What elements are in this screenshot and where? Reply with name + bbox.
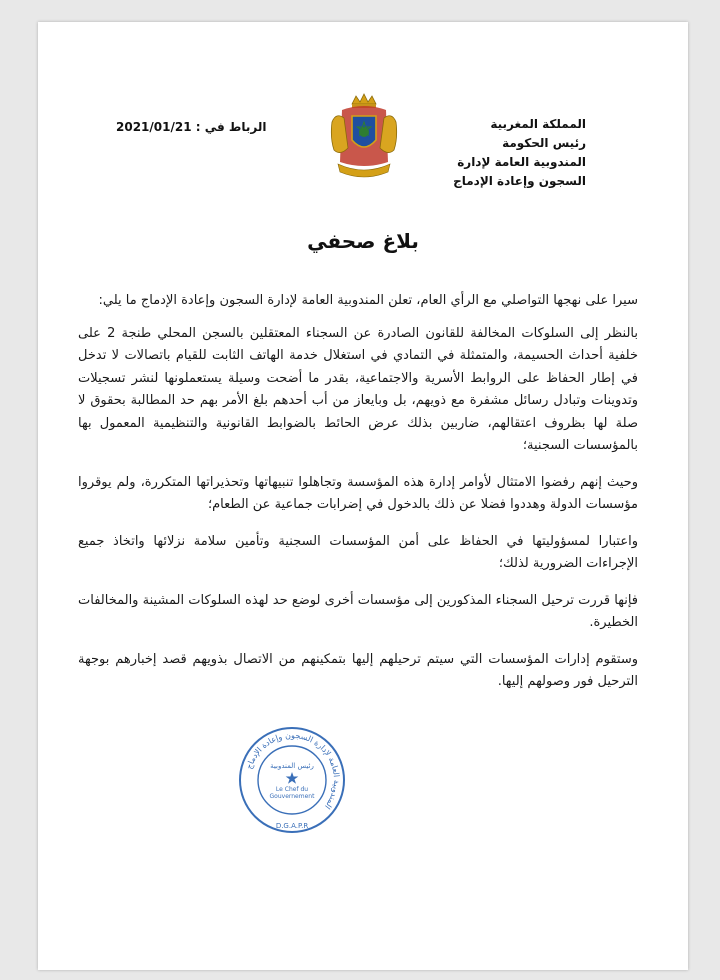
org-line-prisons: السجون وإعادة الإدماج bbox=[453, 174, 586, 188]
paragraph-intro: سيرا على نهجها التواصلي مع الرأي العام، تعلن المندوبية العامة لإدارة السجون وإعادة الإدماج ما يلي: bbox=[98, 293, 638, 308]
official-stamp-icon bbox=[236, 724, 348, 836]
stamp-bottom-acronym: D.G.A.P.R bbox=[275, 822, 309, 830]
paragraph-decision: فإنها قررت ترحيل السجناء المذكورين إلى مؤسسات أخرى لوضع حد لهذه السلوكات المشينة والمخالفات الخطيرة. bbox=[78, 592, 638, 630]
moroccan-coat-of-arms-icon bbox=[328, 92, 400, 178]
paragraph-family-contact: وستقوم إدارات المؤسسات التي سيتم ترحيلهم إليها بتمكينهم من الاتصال بذويهم قصد إخبارهم بوجهة الترحيل فور وصولهم إليها. bbox=[78, 651, 638, 689]
issuing-organization bbox=[386, 115, 586, 191]
stamp-center-french-2: Gouvernement bbox=[269, 793, 315, 800]
date-label: الرباط في : bbox=[195, 120, 267, 134]
stamp-center-french-1: Le Chef du bbox=[275, 786, 309, 793]
org-line-head-of-government: رئيس الحكومة bbox=[502, 136, 586, 150]
press-release-body bbox=[78, 290, 638, 708]
paragraph-considering: بالنظر إلى السلوكات المخالفة للقانون الصادرة عن السجناء المعتقلين بالسجن المحلي طنجة 2 على خلفية أحداث الحسيمة، والمتمثلة في التمادي في استغلال خدمة الهاتف الثابت للقيام باتصالات لا تدخل في إطار الحفاظ على الروابط الأسرية والاجتماعية، بقدر ما أضحت وسيلة يستعملونها لنشر تسجيلات وتدوينات وتبادل رسائل مشفرة مع ذويهم، بل وبايعاز من أب أحدهم بلغ الأمر بهم حد المطالبة بحقوق لا صلة لها بظروف اعتقالهم، ضاربين بذلك عرض الحائط بالضوابط القانونية والتنظيمية المعمول بها بالمؤسسات السجنية؛ bbox=[78, 325, 638, 453]
stamp-ring-text: المندوبية العامة لإدارة السجون وإعادة الإدماج bbox=[244, 730, 342, 811]
stamp-center-arabic: رئيس المندوبية bbox=[270, 762, 314, 770]
paragraph-refusal: وحيث إنهم رفضوا الامتثال لأوامر إدارة هذه المؤسسة وتجاهلوا تنبيهاتها وتحذيراتها المتكررة، ولم يوقروا مؤسسات الدولة وهددوا فضلا عن ذلك بالدخول في إضرابات جماعية عن الطعام؛ bbox=[78, 474, 638, 512]
org-line-kingdom: المملكة المغربية bbox=[490, 117, 586, 131]
issue-date bbox=[116, 120, 306, 134]
letterhead bbox=[38, 22, 688, 232]
date-value: 2021/01/21 bbox=[116, 120, 192, 134]
paragraph-responsibility: واعتبارا لمسؤوليتها في الحفاظ على أمن المؤسسات السجنية وتأمين سلامة نزلائها واتخاذ جميع الإجراءات الضرورية لذلك؛ bbox=[78, 533, 638, 571]
org-line-delegation: المندوبية العامة لإدارة bbox=[457, 155, 586, 169]
document-title: بلاغ صحفي bbox=[307, 229, 419, 253]
document-page bbox=[38, 22, 688, 970]
stamp-star-icon bbox=[286, 772, 299, 784]
